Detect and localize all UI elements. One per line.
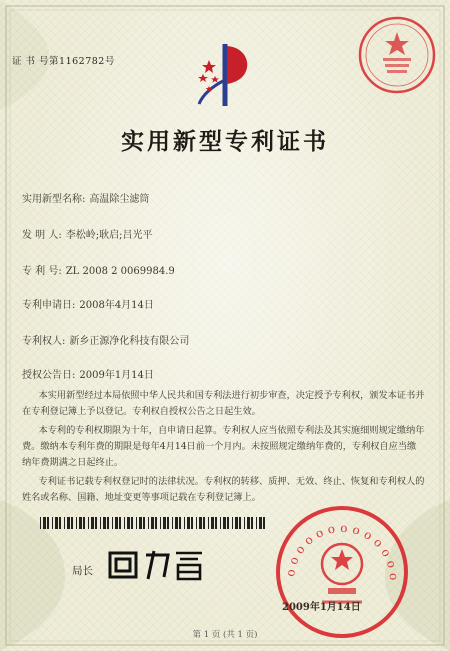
barcode-bar bbox=[227, 517, 229, 529]
barcode-bar bbox=[148, 517, 149, 529]
field-label: 实用新型名称: bbox=[22, 194, 86, 205]
field-value: 2009年1月14日 bbox=[79, 370, 154, 381]
barcode-bar bbox=[211, 517, 214, 529]
issue-date: 2009年1月14日 bbox=[282, 602, 361, 613]
patent-office-logo-icon bbox=[195, 40, 259, 112]
certificate-corner-seal-icon bbox=[356, 14, 438, 96]
barcode-bar bbox=[127, 517, 130, 529]
document-title: 实用新型专利证书 bbox=[121, 128, 329, 155]
barcode-bar bbox=[259, 517, 262, 529]
barcode-bar bbox=[208, 517, 209, 529]
field-label: 授权公告日: bbox=[22, 370, 76, 381]
inventor-field bbox=[22, 226, 152, 241]
barcode-bar bbox=[115, 517, 118, 529]
barcode-bar bbox=[263, 517, 265, 529]
field-label: 专利申请日: bbox=[22, 300, 76, 311]
director-label: 局长 bbox=[72, 565, 93, 577]
barcode-bar bbox=[247, 517, 250, 529]
barcode-bar bbox=[239, 517, 241, 529]
barcode-bar bbox=[103, 517, 106, 529]
patent-number-field bbox=[22, 262, 175, 277]
barcode-bar bbox=[244, 517, 245, 529]
barcode-bar bbox=[143, 517, 145, 529]
application-date-field bbox=[22, 296, 154, 311]
barcode-bar bbox=[160, 517, 161, 529]
barcode-bar bbox=[223, 517, 226, 529]
patentee-field bbox=[22, 332, 189, 347]
barcode-bar bbox=[151, 517, 154, 529]
barcode-bar bbox=[199, 517, 202, 529]
barcode-bar bbox=[131, 517, 133, 529]
field-label: 专利权人: bbox=[22, 336, 66, 347]
field-value: 高温除尘滤筒 bbox=[89, 194, 150, 205]
national-ip-office-seal-icon bbox=[272, 502, 412, 642]
barcode-bar bbox=[187, 517, 190, 529]
body-paragraph: 本实用新型经过本局依照中华人民共和国专利法进行初步审查，决定授予专利权，颁发本证书并在专利登记簿上予以登记。专利权自授权公告之日起生效。 bbox=[22, 390, 425, 417]
barcode-bar bbox=[59, 517, 61, 529]
svg-text:ooooooooooooo: ooooooooooooo bbox=[283, 520, 402, 581]
barcode-bar bbox=[64, 517, 65, 529]
barcode-bar bbox=[235, 517, 238, 529]
barcode-bar bbox=[95, 517, 97, 529]
barcode-bar bbox=[83, 517, 85, 529]
body-paragraph: 本专利的专利权期限为十年，自申请日起算。专利权人应当依照专利法及其实施细则规定缴纳年费。缴纳本专利年费的期限是每年4月14日前一个月内。未按照规定缴纳年费的，专利权自应当缴纳年费期满之日起终止。 bbox=[22, 425, 425, 468]
certificate-body bbox=[22, 388, 425, 509]
barcode-bar bbox=[88, 517, 89, 529]
barcode-bar bbox=[196, 517, 197, 529]
barcode-bar bbox=[251, 517, 253, 529]
barcode-bar bbox=[52, 517, 53, 529]
barcode-bar bbox=[91, 517, 94, 529]
director-signature-icon bbox=[102, 545, 212, 585]
barcode-bar bbox=[179, 517, 181, 529]
barcode-bar bbox=[112, 517, 113, 529]
barcode-bar bbox=[79, 517, 82, 529]
barcode-bar bbox=[203, 517, 205, 529]
utility-model-name-field bbox=[22, 190, 149, 205]
field-value: 2008年4月14日 bbox=[79, 300, 154, 311]
barcode-bar bbox=[136, 517, 137, 529]
field-label: 发 明 人: bbox=[22, 230, 62, 241]
barcode-bar bbox=[76, 517, 77, 529]
certificate-number: 证 书 号第1162782号 bbox=[12, 56, 115, 67]
barcode-bar bbox=[107, 517, 109, 529]
barcode-bar bbox=[172, 517, 173, 529]
barcode-bar bbox=[155, 517, 157, 529]
field-label: 专 利 号: bbox=[22, 266, 62, 277]
page-number: 第 1 页 (共 1 页) bbox=[192, 630, 258, 640]
barcode-bar bbox=[167, 517, 169, 529]
barcode-bar bbox=[71, 517, 73, 529]
barcode-bar bbox=[43, 517, 46, 529]
barcode-bar bbox=[139, 517, 142, 529]
barcode-bar bbox=[67, 517, 70, 529]
barcode-bar bbox=[100, 517, 101, 529]
barcode-bar bbox=[119, 517, 121, 529]
barcode-bar bbox=[232, 517, 233, 529]
barcode-bar bbox=[124, 517, 125, 529]
barcode-bar bbox=[220, 517, 221, 529]
field-value: ZL 2008 2 0069984.9 bbox=[65, 266, 175, 277]
barcode-bar bbox=[215, 517, 217, 529]
body-paragraph: 专利证书记载专利权登记时的法律状况。专利权的转移、质押、无效、终止、恢复和专利权人的姓名或名称、国籍、地址变更等事项记载在专利登记簿上。 bbox=[22, 476, 425, 503]
field-value: 李松岭;耿启;吕光平 bbox=[65, 230, 153, 241]
barcode-bar bbox=[191, 517, 193, 529]
barcode-bar bbox=[175, 517, 178, 529]
barcode-bar bbox=[256, 517, 257, 529]
barcode-bar bbox=[47, 517, 49, 529]
barcode-bar bbox=[40, 517, 41, 529]
barcode-bar bbox=[184, 517, 185, 529]
barcode-strip bbox=[40, 517, 270, 529]
barcode-bar bbox=[55, 517, 58, 529]
barcode-bar bbox=[163, 517, 166, 529]
grant-announcement-date-field bbox=[22, 366, 154, 381]
field-value: 新乡正源净化科技有限公司 bbox=[69, 336, 190, 347]
